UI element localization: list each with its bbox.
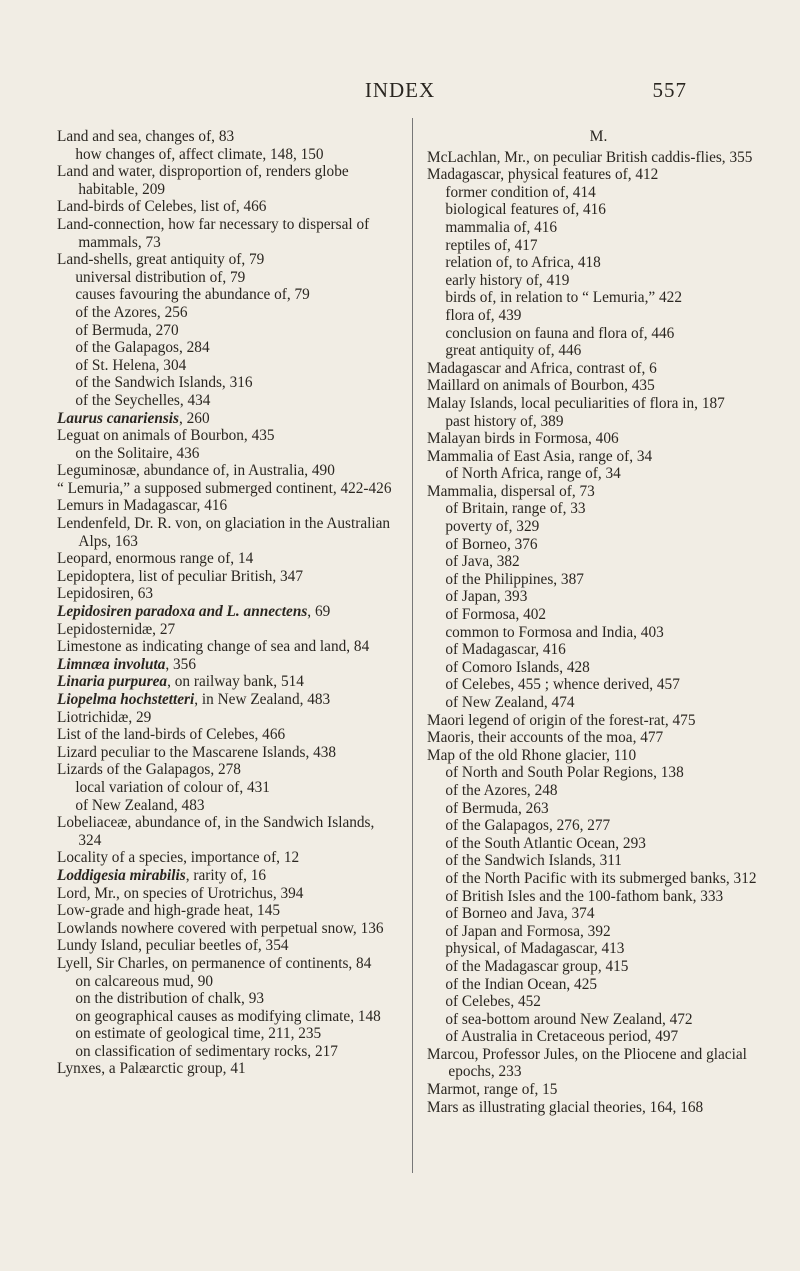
index-subentry: of the Azores, 248 [445, 781, 558, 799]
index-subentry: of the Sandwich Islands, 316 [75, 374, 253, 392]
index-column-left [57, 128, 397, 1078]
index-entry: Mars as illustrating glacial theories, 164, 168 [427, 1098, 704, 1116]
index-subentry: relation of, to Africa, 418 [445, 254, 601, 272]
index-subentry: on classification of sedimentary rocks, 217 [75, 1042, 338, 1060]
index-subentry: biological features of, 416 [445, 201, 606, 219]
index-entry: Land and water, disproportion of, renders globe habitable, 209 [57, 163, 349, 198]
index-entry: Maori legend of origin of the forest-rat, 475 [427, 711, 696, 729]
index-subentry: former condition of, 414 [445, 183, 596, 201]
index-subentry: on estimate of geological time, 211, 235 [75, 1025, 322, 1043]
index-entry: Limestone as indicating change of sea and land, 84 [57, 638, 370, 656]
index-entry: Madagascar and Africa, contrast of, 6 [427, 359, 657, 377]
index-entry: Mammalia, dispersal of, 73 [427, 482, 595, 500]
index-entry: Mammalia of East Asia, range of, 34 [427, 447, 653, 465]
page-number: 557 [652, 78, 687, 102]
index-subentry: of sea-bottom around New Zealand, 472 [445, 1010, 693, 1028]
index-entry: Land-connection, how far necessary to dispersal of mammals, 73 [57, 215, 370, 251]
index-subentry: how changes of, affect climate, 148, 150 [75, 145, 324, 163]
index-entry: Lizard peculiar to the Mascarene Islands, 438 [57, 743, 337, 761]
index-subentry: past history of, 389 [445, 412, 564, 430]
index-subentry: of St. Helena, 304 [75, 356, 187, 374]
index-entry: Land and sea, changes of, 83 [57, 128, 235, 145]
index-subentry: of Celebes, 452 [445, 993, 541, 1011]
section-heading: M. [589, 128, 608, 145]
index-subentry: of Formosa, 402 [445, 606, 547, 624]
index-subentry: of the Sandwich Islands, 311 [445, 852, 622, 870]
index-entry: Lobeliaceæ, abundance of, in the Sandwich Islands, 324 [57, 814, 375, 849]
index-entry: Land-birds of Celebes, list of, 466 [57, 198, 267, 216]
index-subentry: great antiquity of, 446 [445, 342, 582, 360]
index-subentry: of the Philippines, 387 [445, 570, 584, 588]
index-subentry: of Japan and Formosa, 392 [445, 922, 611, 940]
index-entry: Low-grade and high-grade heat, 145 [57, 902, 280, 920]
index-subentry: of the Galapagos, 284 [75, 339, 210, 357]
index-entry: Marmot, range of, 15 [427, 1081, 558, 1099]
index-subentry: of the Seychelles, 434 [75, 391, 211, 409]
index-entry: Lowlands nowhere covered with perpetual snow, 136 [57, 919, 384, 937]
index-subentry: local variation of colour of, 431 [75, 778, 270, 796]
index-subentry: of Borneo, 376 [445, 535, 538, 553]
index-entry: Leguminosæ, abundance of, in Australia, 490 [57, 462, 335, 480]
index-entry: McLachlan, Mr., on peculiar British caddis-flies, 355 [427, 148, 753, 166]
index-entry: Lendenfeld, Dr. R. von, on glaciation in the Australian Alps, 163 [57, 515, 391, 550]
index-entry: Laurus canariensis, 260 [57, 409, 210, 427]
index-subentry: flora of, 439 [445, 306, 522, 324]
index-subentry: of Comoro Islands, 428 [445, 658, 590, 676]
index-entry: Liopelma hochstetteri, in New Zealand, 483 [57, 691, 331, 708]
index-subentry: of British Isles and the 100-fathom bank, 333 [445, 887, 724, 905]
index-subentry: on geographical causes as modifying climate, 148 [75, 1007, 381, 1025]
index-entry: List of the land-birds of Celebes, 466 [57, 726, 286, 744]
index-entry: Leopard, enormous range of, 14 [57, 550, 254, 568]
index-subentry: of New Zealand, 474 [445, 694, 575, 711]
index-subentry: on the distribution of chalk, 93 [75, 990, 264, 1008]
index-entry: Map of the old Rhone glacier, 110 [427, 746, 637, 764]
index-subentry: physical, of Madagascar, 413 [445, 940, 625, 958]
index-entry: “ Lemuria,” a supposed submerged continent, 422-426 [57, 479, 392, 497]
index-entry: Lizards of the Galapagos, 278 [57, 761, 241, 779]
index-entry: Lundy Island, peculiar beetles of, 354 [57, 937, 289, 955]
index-subentry: of Celebes, 455 ; whence derived, 457 [445, 676, 680, 694]
index-subentry: of the Madagascar group, 415 [445, 957, 629, 975]
index-entry: Lyell, Sir Charles, on permanence of continents, 84 [57, 954, 372, 972]
index-subentry: causes favouring the abundance of, 79 [75, 286, 310, 304]
index-entry: Leguat on animals of Bourbon, 435 [57, 427, 275, 445]
index-entry: Maoris, their accounts of the moa, 477 [427, 729, 664, 747]
index-entry: Liotrichidæ, 29 [57, 708, 152, 726]
index-entry: Lepidosiren paradoxa and L. annectens, 69 [57, 603, 331, 621]
index-entry: Loddigesia mirabilis, rarity of, 16 [57, 866, 267, 884]
index-subentry: of North Africa, range of, 34 [445, 465, 621, 483]
index-subentry: of Madagascar, 416 [445, 641, 566, 659]
index-subentry: early history of, 419 [445, 271, 570, 289]
index-subentry: birds of, in relation to “ Lemuria,” 422 [445, 289, 682, 307]
index-subentry: of the North Pacific with its submerged banks, 312 [445, 869, 757, 887]
index-entry: Marcou, Professor Jules, on the Pliocene and glacial epochs, 233 [427, 1045, 747, 1081]
index-subentry: of Bermuda, 270 [75, 321, 179, 339]
index-subentry: of New Zealand, 483 [75, 796, 205, 814]
index-subentry: of the Galapagos, 276, 277 [445, 817, 611, 835]
index-subentry: on the Solitaire, 436 [75, 444, 200, 462]
index-entry: Lepidoptera, list of peculiar British, 347 [57, 567, 303, 585]
index-subentry: of the South Atlantic Ocean, 293 [445, 834, 646, 852]
index-subentry: of North and South Polar Regions, 138 [445, 764, 684, 782]
index-entry: Lemurs in Madagascar, 416 [57, 497, 228, 515]
page-title: INDEX [364, 78, 436, 102]
index-subentry: of Bermuda, 263 [445, 799, 549, 817]
index-entry: Lepidosternidæ, 27 [57, 620, 176, 638]
index-subentry: universal distribution of, 79 [75, 268, 246, 286]
index-entry: Lord, Mr., on species of Urotrichus, 394 [57, 884, 304, 902]
index-subentry: of Java, 382 [445, 553, 520, 571]
index-subentry: of Borneo and Java, 374 [445, 905, 595, 923]
index-subentry: of the Indian Ocean, 425 [445, 975, 597, 993]
index-subentry: poverty of, 329 [445, 518, 540, 536]
index-subentry: of Japan, 393 [445, 588, 528, 606]
index-column-right [412, 118, 770, 1173]
index-entry: Limnæa involuta, 356 [57, 655, 196, 673]
index-entry: Lepidosiren, 63 [57, 585, 154, 603]
index-subentry: common to Formosa and India, 403 [445, 623, 664, 641]
page-header [0, 78, 800, 108]
index-entry: Malay Islands, local peculiarities of flora in, 187 [427, 394, 725, 412]
index-entry: Locality of a species, importance of, 12 [57, 849, 300, 867]
index-subentry: of Australia in Cretaceous period, 497 [445, 1028, 679, 1046]
index-entry: Madagascar, physical features of, 412 [427, 166, 659, 184]
index-subentry: conclusion on fauna and flora of, 446 [445, 324, 675, 342]
index-subentry: on calcareous mud, 90 [75, 972, 213, 990]
index-subentry: reptiles of, 417 [445, 236, 538, 254]
index-subentry: of Britain, range of, 33 [445, 500, 586, 518]
index-entry: Malayan birds in Formosa, 406 [427, 430, 619, 448]
index-entry: Land-shells, great antiquity of, 79 [57, 251, 265, 269]
index-entry: Lynxes, a Palæarctic group, 41 [57, 1060, 246, 1078]
index-entry: Linaria purpurea, on railway bank, 514 [57, 673, 304, 691]
index-entry: Maillard on animals of Bourbon, 435 [427, 377, 655, 395]
index-subentry: mammalia of, 416 [445, 218, 558, 236]
index-subentry: of the Azores, 256 [75, 303, 188, 321]
